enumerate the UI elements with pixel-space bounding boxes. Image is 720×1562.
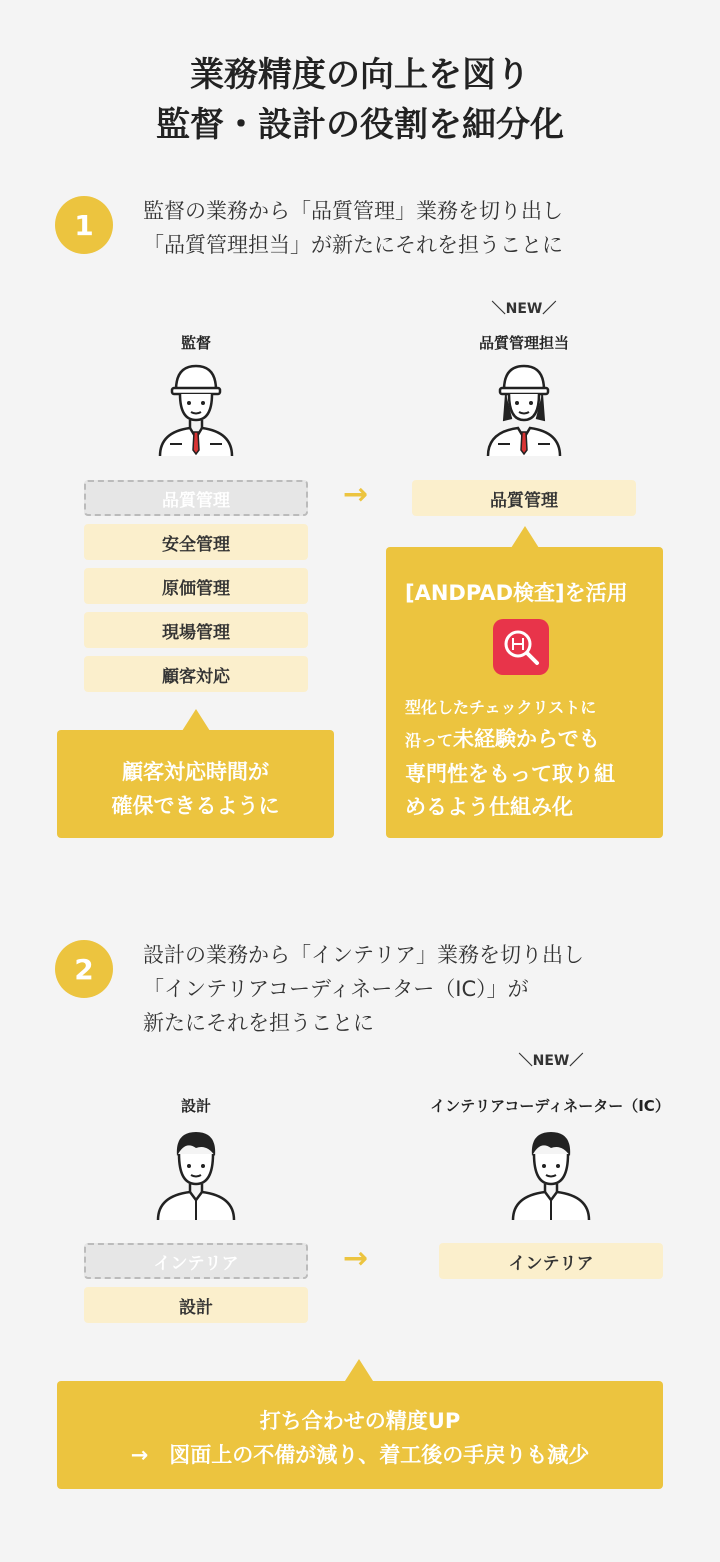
- role-label-interior-coordinator: インテリアコーディネーター（IC）: [430, 1097, 670, 1115]
- task-interior-new: インテリア: [439, 1243, 663, 1279]
- task-interior-removed: インテリア: [84, 1243, 308, 1279]
- step-number-2: 2: [55, 940, 113, 998]
- andpad-callout-line2-prefix: 沿って: [405, 731, 454, 750]
- section2-lead-line2: 「インテリアコーディネーター（IC）」が: [143, 977, 529, 1001]
- task-cost-management: 原価管理: [84, 568, 308, 604]
- section1-lead-line1: 監督の業務から「品質管理」業務を切り出し: [143, 199, 563, 223]
- andpad-callout-line3: 専門性をもって取り組: [405, 762, 615, 786]
- task-safety-management: 安全管理: [84, 524, 308, 560]
- interior-coordinator-avatar-icon: [510, 1126, 592, 1222]
- andpad-callout-line2: [405, 723, 600, 753]
- task-site-management: 現場管理: [84, 612, 308, 648]
- page-title-line1: 業務精度の向上を図り: [190, 55, 530, 95]
- designer-avatar-icon: [155, 1126, 237, 1222]
- customer-time-callout-line2: 確保できるように: [111, 794, 280, 818]
- andpad-callout-line1: 型化したチェックリストに: [405, 698, 597, 717]
- section2-lead-line1: 設計の業務から「インテリア」業務を切り出し: [143, 943, 584, 967]
- andpad-inspection-icon: [493, 619, 549, 675]
- task-quality-management-new: 品質管理: [412, 480, 636, 516]
- task-quality-management-removed: 品質管理: [84, 480, 308, 516]
- supervisor-avatar-icon: [156, 358, 236, 458]
- new-badge: ＼NEW／: [518, 1053, 584, 1069]
- task-customer-support: 顧客対応: [84, 656, 308, 692]
- role-label-quality-manager: 品質管理担当: [478, 334, 569, 352]
- role-label-supervisor: 監督: [180, 334, 211, 352]
- transfer-arrow-icon: →: [343, 477, 369, 512]
- meeting-accuracy-callout: [57, 1381, 663, 1489]
- new-badge: ＼NEW／: [491, 301, 557, 317]
- quality-manager-avatar-icon: [484, 358, 564, 458]
- andpad-callout-line4: めるよう仕組み化: [405, 795, 573, 819]
- callout-pointer: [345, 1359, 373, 1381]
- section2-lead-line3: 新たにそれを担うことに: [143, 1011, 374, 1035]
- andpad-callout-line2-emphasis: 未経験からでも: [453, 727, 600, 751]
- meeting-accuracy-callout-line1: 打ち合わせの精度UP: [259, 1409, 461, 1433]
- callout-pointer: [511, 526, 539, 548]
- step-number-1: 1: [55, 196, 113, 254]
- meeting-accuracy-callout-line2: → 図面上の不備が減り、着工後の手戻りも減少: [130, 1443, 590, 1467]
- transfer-arrow-icon: →: [343, 1241, 369, 1276]
- andpad-callout: [386, 547, 663, 838]
- callout-pointer: [182, 709, 210, 731]
- role-label-designer: 設計: [180, 1097, 211, 1115]
- andpad-callout-heading: [ANDPAD検査]を活用: [405, 581, 628, 605]
- customer-time-callout-line1: 顧客対応時間が: [122, 760, 269, 784]
- page-title-line2: 監督・設計の役割を細分化: [156, 105, 564, 145]
- customer-time-callout: [57, 730, 334, 838]
- task-design: 設計: [84, 1287, 308, 1323]
- section1-lead-line2: 「品質管理担当」が新たにそれを担うことに: [143, 233, 563, 257]
